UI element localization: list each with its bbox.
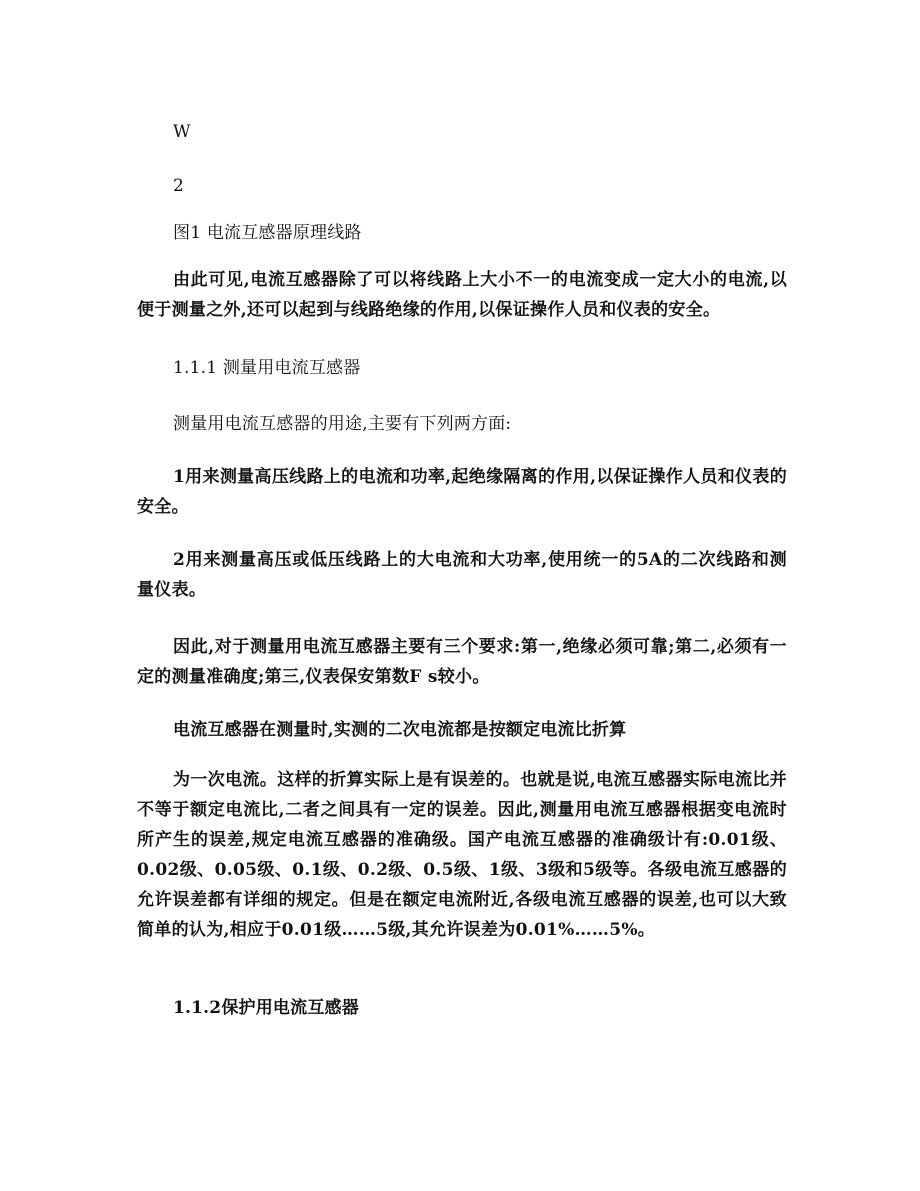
- paragraph-use-2: 2用来测量高压或低压线路上的大电流和大功率,使用统一的5A的二次线路和测量仪表。: [137, 550, 787, 600]
- paragraph-use-1: 1用来测量高压线路上的电流和功率,起绝缘隔离的作用,以保证操作人员和仪表的安全。: [137, 467, 787, 517]
- paragraph-accuracy-classes: 为一次电流。这样的折算实际上是有误差的。也就是说,电流互感器实际电流比并不等于额定电流比,二者之间具有一定的误差。因此,测量用电流互感器根据变电流时所产生的误差,规定电流互感器的准确级。国产电流互感器的准确级计有:0.01级、0.02级、0.05级、0.1级、0.2级、0.5级、1级、3级和5级等。各级电流互感器的允许误差都有详细的规定。但是在额定电流附近,各级电流互感器的误差,也可以大致简单的认为,相应于0.01级……5级,其允许误差为0.01%……5%。: [137, 770, 787, 940]
- section-heading-1-1-2: 1.1.2保护用电流互感器: [173, 998, 359, 1018]
- fragment-2: 2: [173, 176, 185, 196]
- paragraph-requirements: 因此,对于测量用电流互感器主要有三个要求:第一,绝缘必须可靠;第二,必须有一定的测量准确度;第三,仪表保安第数F s较小。: [137, 637, 787, 687]
- figure-caption: 图1 电流互感器原理线路: [173, 223, 362, 243]
- paragraph-measurement-start: 电流互感器在测量时,实测的二次电流都是按额定电流比折算: [173, 720, 627, 740]
- paragraph-purpose: 由此可见,电流互感器除了可以将线路上大小不一的电流变成一定大小的电流,以便于测量之外,还可以起到与线路绝缘的作用,以保证操作人员和仪表的安全。: [137, 270, 787, 320]
- fragment-w: W: [173, 122, 191, 142]
- section-heading-1-1-1: 1.1.1 测量用电流互感器: [173, 358, 361, 378]
- paragraph-uses-intro: 测量用电流互感器的用途,主要有下列两方面:: [173, 414, 512, 434]
